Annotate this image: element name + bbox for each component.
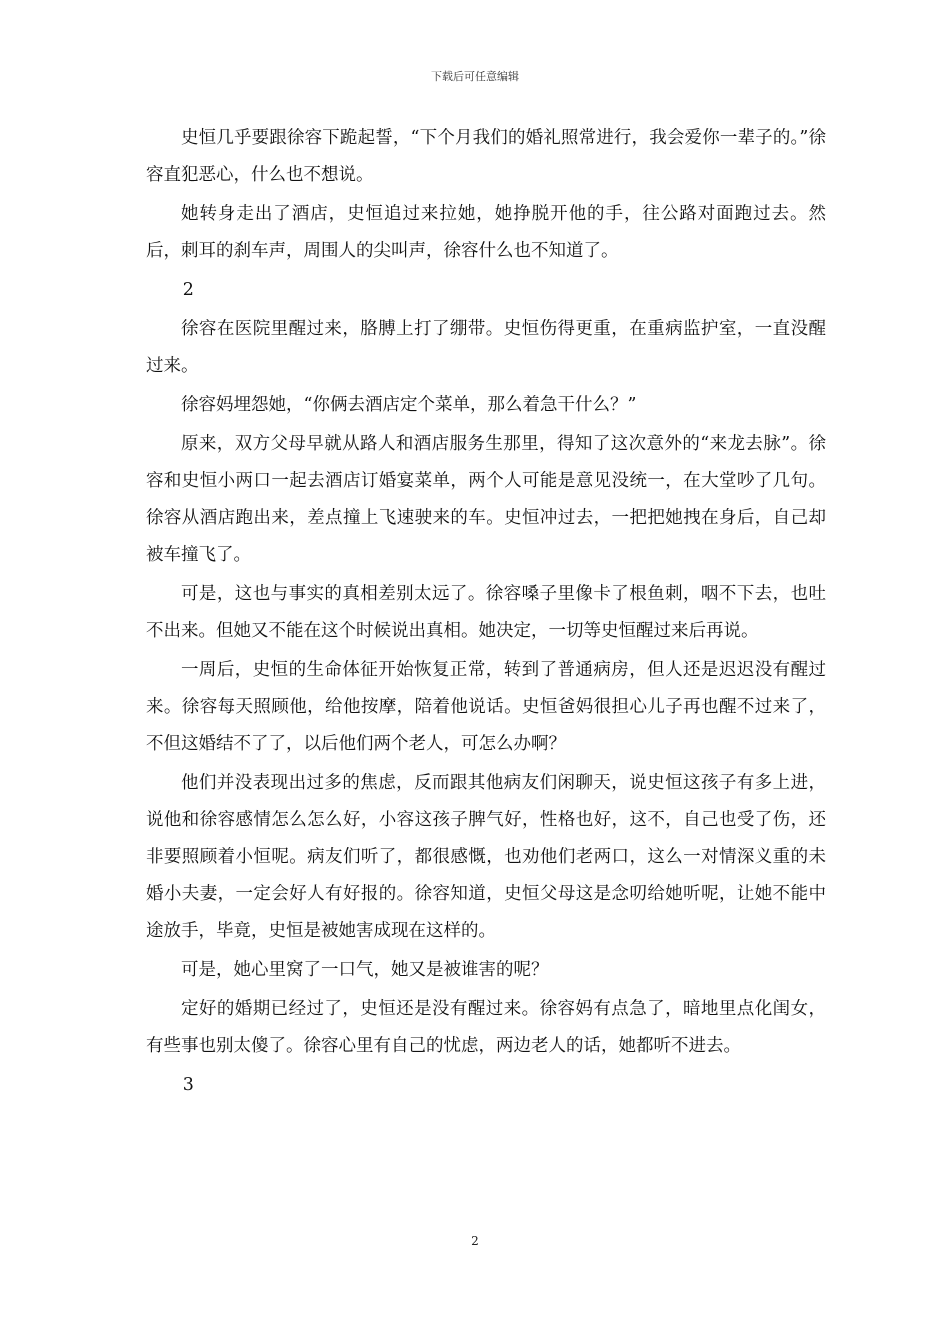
paragraph: 定好的婚期已经过了，史恒还是没有醒过来。徐容妈有点急了，暗地里点化闺女，有些事也别太傻了。徐容心里有自己的忧虑，两边老人的话，她都听不进去。: [146, 999, 826, 1056]
page-header: 下载后可任意编辑: [431, 70, 519, 83]
paragraph: 可是，这也与事实的真相差别太远了。徐容嗓子里像卡了根鱼刺，咽不下去，也吐不出来。但她又不能在这个时候说出真相。她决定，一切等史恒醒过来后再说。: [146, 584, 826, 641]
paragraph: 徐容在医院里醒过来，胳膊上打了绷带。史恒伤得更重，在重病监护室，一直没醒过来。: [146, 319, 826, 376]
document-body: [146, 120, 826, 1106]
paragraph: 他们并没表现出过多的焦虑，反而跟其他病友们闲聊天，说史恒这孩子有多上进，说他和徐容感情怎么怎么好，小容这孩子脾气好，性格也好，这不，自己也受了伤，还非要照顾着小恒呢。病友们听了，都很感慨，也劝他们老两口，这么一对情深义重的未婚小夫妻，一定会好人有好报的。徐容知道，史恒父母这是念叨给她听呢，让她不能中途放手，毕竟，史恒是被她害成现在这样的。: [146, 773, 826, 941]
paragraph: 一周后，史恒的生命体征开始恢复正常，转到了普通病房，但人还是迟迟没有醒过来。徐容每天照顾他，给他按摩，陪着他说话。史恒爸妈很担心儿子再也醒不过来了，不但这婚结不了了，以后他们两个老人，可怎么办啊？: [146, 660, 826, 754]
paragraph: 她转身走出了酒店，史恒追过来拉她，她挣脱开他的手，往公路对面跑过去。然后，刺耳的刹车声，周围人的尖叫声，徐容什么也不知道了。: [146, 204, 826, 261]
paragraph: 史恒几乎要跟徐容下跪起誓，“下个月我们的婚礼照常进行，我会爱你一辈子的。”徐容直犯恶心，什么也不想说。: [146, 128, 826, 185]
paragraph: 可是，她心里窝了一口气，她又是被谁害的呢？: [181, 960, 549, 980]
section-number: 3: [182, 1075, 194, 1095]
paragraph: 徐容妈埋怨她，“你俩去酒店定个菜单，那么着急干什么？”: [181, 395, 637, 415]
section-number: 2: [182, 280, 194, 300]
paragraph: 原来，双方父母早就从路人和酒店服务生那里，得知了这次意外的“来龙去脉”。徐容和史恒小两口一起去酒店订婚宴菜单，两个人可能是意见没统一，在大堂吵了几句。徐容从酒店跑出来，差点撞上飞速驶来的车。史恒冲过去，一把把她拽在身后，自己却被车撞飞了。: [146, 434, 826, 565]
page-number: 2: [471, 1234, 479, 1248]
